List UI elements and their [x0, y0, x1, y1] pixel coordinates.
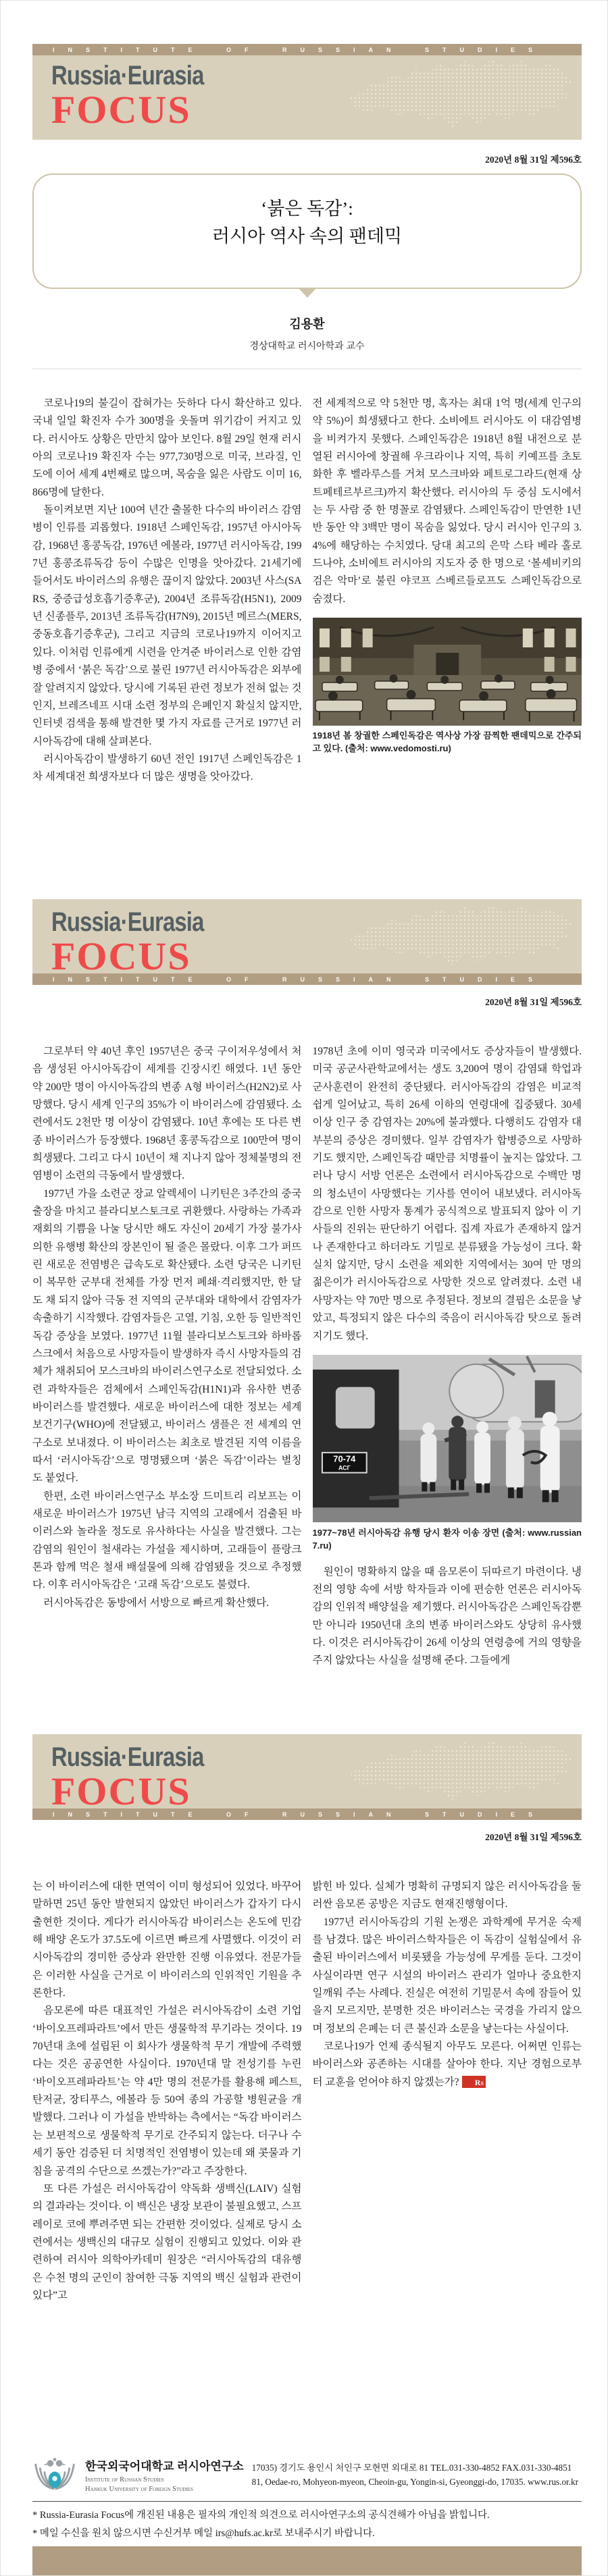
- paragraph: 전 세계적으로 약 5천만 명, 혹자는 최대 1억 명(세계 인구의 약 5%)이 희생됐다고 한다. 소비에트 러시아도 이 대감염병을 비켜가지 못했다. 스페인독감은 1918년 8월 내전으로 분열된 러시아에 창궐해 우크라이나 지역, 특히 키예프를 초토화한 후 벨라루스를 거쳐 모스크바와 페트로그라드(현재 상트페테르부르크)까지 확산했다. 러시아의 두 중심 도시에서는 두 사람 중 한 명꼴로 감염됐다. 스페인독감이 만연한 1년 반 동안 약 3백만 명이 목숨을 잃었다. 당시 러시아 인구의 3.4%에 해당하는 수치였다. 당대 최고의 은막 스타 베라 홀로드나야, 소비에트 러시아의 지도자 중 한 명으로 ‘볼셰비키의 검은 악마’로 불린 야코프 스베르들로프도 스페인독감으로 숨졌다.: [312, 398, 582, 605]
- brand3-line1: Russia·Eurasia: [51, 1742, 204, 1772]
- footer-institute-row: [32, 2457, 582, 2494]
- institute-bar-2: [32, 973, 582, 985]
- issue-date-2: 2020년 8월 31일 제596호: [485, 997, 582, 1007]
- bottom-bar: [32, 2546, 582, 2575]
- footer: [32, 2457, 582, 2575]
- paragraph: 러시아독감이 발생하기 60년 전인 1917년 스페인독감은 1차 세계대전 희생자보다 더 많은 생명을 앗아갔다.: [32, 753, 302, 783]
- paragraph: 코로나19의 불길이 잡혀가는 듯하다 다시 확산하고 있다. 국내 일일 확진자 수가 300명을 웃돌며 위기감이 커지고 있다. 러시아도 상황은 만만치 않아 보인다. 8월 29일 현재 러시아의 코로나19 확진자 수는 977,730명으로 미국, 브라질, 인도에 이어 세계 4번째로 많으며, 목숨을 잃은 사람도 이미 16,866명에 달한다.: [32, 398, 302, 498]
- address-en: 81, Oedae-ro, Mohyeon-myeon, Cheoin-gu, Yongin-si, Gyeonggi-do, 17035. www.rus.or.kr: [251, 2476, 579, 2487]
- paragraph: 1977년 가을 소련군 장교 알렉세이 니키틴은 3주간의 중국 출장을 마치고 블라디보스토크로 귀환했다. 사랑하는 가족과 재회의 기쁨을 나눌 당시만 해도 자신이 20세기 가장 불가사의한 유행병 확산의 장본인이 될 줄은 몰랐다. 이후 그가 퍼뜨린 새로운 전염병은 급속도로 확산됐다. 소련 당국은 니키틴이 복무한 군부대 전체를 가장 먼저 폐쇄·격리했지만, 한 달도 채 되지 않아 극동 전 지역의 군부대와 대학에서 감염자가 속출하기 시작했다. 감염자들은 고열, 기침, 오한 등 일반적인 독감 증상을 보였다. 1977년 11월 블라디보스토크와 하바롭스크에서 처음으로 사망자들이 발생하자 즉시 사망자들의 검체가 채취되어 모스크바의 바이러스연구소로 전달되었다. 소련 과학자들은 검체에서 스페인독감(H1N1)과 유사한 변종 바이러스를 발견했다. 새로운 바이러스에 대한 정보는 세계보건기구(WHO)에 전달됐고, 바이러스 샘플은 전 세계의 연구소로 보내졌다. 이 바이러스는 최초로 발견된 지역 이름을 따서 ‘러시아독감’으로 명명됐으며 ‘붉은 독감’이라는 별칭도 붙었다.: [32, 1187, 302, 1484]
- institute-bar-3: [32, 1808, 582, 1820]
- article-title-line1: ‘붉은 독감’:: [261, 198, 353, 219]
- page2-column-right: [313, 1043, 582, 1670]
- page3-right-text: [313, 1878, 582, 2038]
- institute-name-kr: 한국외국어대학교 러시아연구소: [85, 2459, 244, 2473]
- paragraph: 음모론에 따른 대표적인 가설은 러시아독감이 소련 기업 ‘바이오프레파라트’에서 만든 생물학적 무기라는 것이다. 1970년대 초에 설립된 이 회사가 생물학적 무기 개발에 주력했다는 것은 공공연한 사실이다. 1970년대 말 전성기를 누린 ‘바이오프레파라트’는 약 4만 명의 전문가를 활용해 페스트, 탄저균, 장티푸스, 에볼라 등 50여 종의 가공할 병원균을 개발했다. 그러나 이 가설을 반박하는 측에서는 “독감 바이러스는 보편적으로 생물학적 무기로 간주되지 않는다. 더구나 수세기 동안 검증된 더 치명적인 전염병이 있는데 왜 콧물과 기침을 공격의 수단으로 쓰겠는가?”라고 주장한다.: [32, 2005, 302, 2177]
- paragraph: 는 이 바이러스에 대한 면역이 이미 형성되어 있었다. 바꾸어 말하면 25년 동안 발현되지 않았던 바이러스가 갑자기 다시 출현한 것이다. 게다가 러시아독감 바이러스는 온도에 민감해 배양 온도가 37.5도에 이르면 빠르게 사멸했다. 이것이 러시아독감의 경미한 증상과 완만한 진행 이유였다. 전문가들은 이러한 사실을 근거로 이 바이러스의 인위적인 기원을 추론한다.: [32, 1881, 302, 2000]
- paragraph: 1977년 러시아독감의 기원 논쟁은 과학계에 무거운 숙제를 남겼다. 많은 바이러스학자들은 이 독감이 실험실에서 유출된 바이러스에서 비롯됐을 가능성에 무게를 둔다. 그것이 사실이라면 연구 시설의 바이러스 관리가 얼마나 중요한지 일깨워 주는 사례다. 진실은 여전히 기밀문서 속에 잠들어 있을지 모르지만, 분명한 것은 바이러스는 국경을 가리지 않으며 정보의 은폐는 더 큰 불신과 소문을 낳는다는 사실이다.: [312, 1916, 582, 2035]
- russia-map-dots-icon: [349, 59, 572, 135]
- page1-right-text: [313, 395, 582, 608]
- page3-columns: [32, 1878, 582, 2305]
- institute-name-en2: Hankuk University of Foreign Studies: [85, 2485, 193, 2493]
- brand-logo: [51, 62, 237, 130]
- article-title-box: [32, 173, 582, 289]
- rs-logo-r: R: [474, 2077, 481, 2087]
- brand-line1: Russia·Eurasia: [51, 61, 204, 90]
- institute-bar3-text: INSTITUTE OF RUSSIAN STUDIES: [53, 1810, 547, 1818]
- page2-right-text-bottom: [313, 1563, 582, 1670]
- page2-columns: [32, 1043, 582, 1670]
- paragraph: 한편, 소련 바이러스연구소 부소장 드미트리 리보프는 이 새로운 바이러스가 1975년 남극 지역의 고래에서 검출된 바이러스와 놀라울 정도로 유사하다는 사실을 발견했다. 그는 감염의 원인이 철새라는 가설을 제시하며, 고래들이 플랑크톤과 함께 먹은 철새 배설물에 의해 감염됐을 것으로 추정했다. 이후 러시아독감은 ‘고래 독감’으로도 불렸다.: [32, 1490, 302, 1591]
- article-title-line2: 러시아 역사 속의 팬데믹: [211, 225, 403, 246]
- footer-institute-names: [85, 2457, 244, 2494]
- brand-logo-2: [51, 909, 237, 973]
- footer-divider: [32, 2501, 582, 2502]
- footer-notes: [32, 2508, 582, 2541]
- closing-paragraph: [313, 2038, 582, 2091]
- closing-text: 코로나19가 언제 종식될지 아무도 모른다. 어쩌면 인류는 바이러스와 공존하는 시대를 살아야 한다. 지난 경험으로부터 교훈을 얻어야 하지 않겠는가?: [312, 2041, 582, 2088]
- issue-date: 2020년 8월 31일 제596호: [485, 155, 582, 165]
- page2-column-left: [32, 1043, 302, 1670]
- page1-column-right: [313, 395, 582, 786]
- masthead-banner-2: [32, 899, 582, 973]
- brand2-line1: Russia·Eurasia: [51, 907, 204, 937]
- page2-right-text-top: [313, 1043, 582, 1345]
- masthead-banner: [32, 55, 582, 140]
- paragraph: 밝힌 바 있다. 실체가 명확히 규명되지 않은 러시아독감을 둘러싼 음모론 공방은 지금도 현재진행형이다.: [312, 1881, 582, 1910]
- brand-line2: FOCUS: [51, 88, 191, 132]
- paragraph: 그로부터 약 40년 후인 1957년은 중국 구이저우성에서 처음 생성된 아시아독감이 세계를 긴장시킨 해였다. 1년 동안 약 200만 명이 아시아독감의 변종 A형 바이러스(H2N2)로 사망했다. 당시 세계 인구의 35%가 이 바이러스에 감염됐다. 소련에서도 2천만 명 이상이 감염됐다. 10년 후에는 또 다른 변종 바이러스가 등장했다. 1968년 홍콩독감으로 100만여 명이 희생됐다. 그리고 다시 10년이 채 지나지 않아 정체불명의 전염병이 소련의 극동에서 발생했다.: [32, 1046, 302, 1182]
- paragraph: 러시아독감은 동방에서 서방으로 빠르게 확산했다.: [43, 1596, 270, 1609]
- page3-column-left: [32, 1878, 302, 2305]
- institute-bar-text: INSTITUTE OF RUSSIAN STUDIES: [53, 46, 547, 53]
- institute-bar: [32, 44, 582, 55]
- photo-caption-spanish-flu: 1918년 봄 창궐한 스페인독감은 역사상 가장 끔찍한 팬데믹으로 간주되고 있다. (출처: www.vedomosti.ru): [312, 730, 582, 753]
- russia-map-dots-icon-3: [349, 1741, 572, 1806]
- license-plate-region: АСГ: [338, 1464, 351, 1472]
- author-name: 김용환: [289, 317, 325, 331]
- photo-patient-transport: [313, 1355, 582, 1522]
- double-eagle-logo-icon: [32, 2457, 77, 2494]
- paragraph: 돌이켜보면 지난 100여 년간 출몰한 다수의 바이러스 감염병이 인류를 괴롭혔다. 1918년 스페인독감, 1957년 아시아독감, 1968년 홍콩독감, 1976년 에볼라, 1977년 러시아독감, 1997년 홍콩조류독감 등이 수많은 인명을 앗아갔다. 21세기에 들어서도 바이러스의 유행은 끊이지 않았다. 2003년 사스(SARS, 중증급성호흡기증후군), 2004년 조류독감(H5N1), 2009년 신종플루, 2013년 조류독감(H7N9), 2015년 메르스(MERS, 중동호흡기증후군), 그리고 지금의 코로나19까지 이어지고 있다. 이처럼 인류에게 시련을 안겨준 바이러스로 인한 감염병 중에서 ‘붉은 독감’으로 불린 1977년 러시아독감은 외부에 잘 알려지지 않았다. 당시에 기록된 관련 정보가 전혀 없는 것인지, 브레즈네프 시대 소련 정부의 은폐인지 확실치 않지만, 인터넷 검색을 통해 발견한 몇 가지 자료를 근거로 1977년 러시아독감에 대해 살펴본다.: [32, 504, 302, 747]
- footer-note-disclaimer: * Russia-Eurasia Focus에 개진된 내용은 필자의 개인적 의견으로 러시아연구소의 공식견해가 아님을 밝힙니다.: [32, 2510, 490, 2521]
- title-pointer-icon: [298, 288, 317, 298]
- paragraph: 원인이 명확하지 않을 때 음모론이 뒤따르기 마련이다. 냉전의 영향 속에 서방 학자들과 이에 편승한 언론은 러시아독감의 인위적 배양설을 제기했다. 러시아독감은 스페인독감뿐만 아니라 1950년대 초의 변종 바이러스와도 상당히 유사했다. 이것은 러시아독감이 26세 이상의 연령층에 거의 영향을 주지 않았다는 사실을 설명해 준다. 그들에게: [312, 1565, 582, 1667]
- page1-column-left: [32, 395, 302, 786]
- paragraph: 또 다른 가설은 러시아독감이 약독화 생백신(LAIV) 실험의 결과라는 것이다. 이 백신은 냉장 보관이 불필요했고, 스프레이로 코에 뿌려주면 되는 간편한 것이었다. 실제로 당시 소련에서는 생백신의 대규모 실험이 진행되고 있었다. 이와 관련하여 러시아 의학아카데미 원장은 “러시아독감의 대유행은 수천 명의 군인이 참여한 극동 지역의 백신 실험과 관련이 있다”고: [32, 2182, 302, 2301]
- brand-logo-3: [51, 1744, 237, 1808]
- page3-column-right: [313, 1878, 582, 2305]
- page-2: [1, 899, 607, 1734]
- photo-caption-transport: 1977~78년 러시아독감 유행 당시 환자 이송 장면 (출처: www.russian7.ru): [312, 1527, 582, 1551]
- brand2-line2: FOCUS: [51, 934, 191, 973]
- footer-note-unsubscribe: * 메일 수신을 원치 않으시면 수신거부 메일 irs@hufs.ac.kr로 보내주시기 바랍니다.: [32, 2527, 375, 2539]
- page-1: [1, 1, 607, 899]
- page1-columns: [32, 395, 582, 786]
- rs-logo-s: S: [480, 2080, 484, 2087]
- rs-logo: [462, 2076, 486, 2089]
- issue-date-3: 2020년 8월 31일 제596호: [485, 1832, 582, 1842]
- top-margin: [1, 1, 607, 44]
- footer-address: [252, 2461, 578, 2489]
- license-plate-number: 70-74: [332, 1453, 355, 1464]
- address-kr: 17035) 경기도 용인시 처인구 모현면 외대로 81 TEL.031-330-4852 FAX.031-330-4851: [251, 2463, 572, 2473]
- russia-map-dots-icon-2: [349, 906, 572, 971]
- photo-spanish-flu-ward: [313, 618, 582, 726]
- institute-name-en1: Institute of Russian Studies: [85, 2475, 164, 2484]
- paragraph: 1978년 초에 이미 영국과 미국에서도 증상자들이 발생했다. 미국 공군사관학교에서는 생도 3,200여 명이 감염돼 학업과 군사훈련이 완전히 중단됐다. 러시아독감의 감염은 비교적 쉽게 일어났고, 특히 26세 이하의 연령대에 집중됐다. 30세 이상 인구 중 감염자는 20%에 불과했다. 다행히도 감염자 대부분의 증상은 경미했다. 일부 감염자가 합병증으로 사망하기도 했지만, 스페인독감 때만큼 치명률이 높지는 않았다. 그러나 당시 서방 언론은 소련에서 러시아독감으로 수백만 명의 청소년이 사망했다는 기사를 연이어 내보냈다. 러시아독감으로 인한 사망자 통계가 공식적으로 발표되지 않아 이 기사들의 진위는 판단하기 어렵다. 집계 자료가 존재하지 않거나 존재한다고 하더라도 기밀로 분류됐을 가능성이 크다. 확실치 않지만, 당시 소련을 제외한 지역에서는 30여 만 명의 젊은이가 러시아독감으로 사망한 것으로 알려졌다. 소련 내 사망자는 약 70만 명으로 추정된다. 정보의 결핍은 소문을 낳았고, 특정되지 않은 다수의 죽음이 러시아독감 탓으로 돌려지기도 했다.: [312, 1046, 582, 1342]
- institute-bar2-text: INSTITUTE OF RUSSIAN STUDIES: [53, 975, 547, 983]
- brand3-line2: FOCUS: [51, 1769, 191, 1808]
- page-3: [1, 1734, 607, 2575]
- author-affiliation: 경상대학교 러시아학과 교수: [249, 340, 365, 351]
- masthead-banner-3: [32, 1734, 582, 1808]
